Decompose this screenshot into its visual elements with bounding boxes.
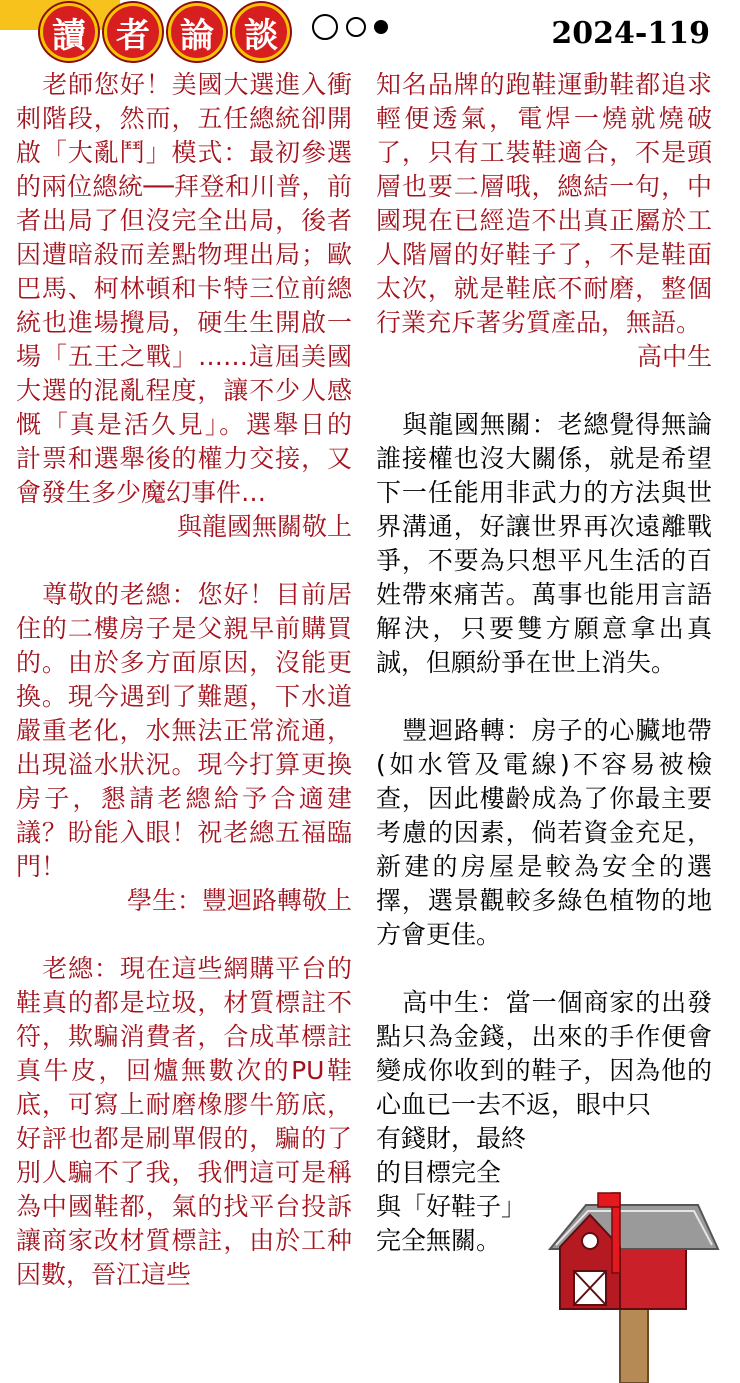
circle-outline-icon xyxy=(312,14,338,40)
spacer xyxy=(376,680,712,714)
decorative-dots xyxy=(312,14,388,40)
spacer xyxy=(16,544,352,578)
letter-3-signature: 高中生 xyxy=(636,342,712,371)
spacer xyxy=(16,918,352,952)
spacer xyxy=(376,952,712,986)
column-title xyxy=(40,3,290,61)
reply-1-text: 與龍國無關：老總覺得無論誰接權也沒大關係，就是希望下一任能用非武力的方法與世界溝通，好讓世界再次遠離戰爭，不要為只想平凡生活的百姓帶來痛苦。萬事也能用言語解決，只要雙方願意拿出真誠，但願紛爭在世上消失。 xyxy=(376,410,712,677)
letter-3-text: 老總：現在這些網購平台的鞋真的都是垃圾，材質標註不符，欺騙消費者，合成革標註真牛皮，回爐無數次的PU鞋底，可寫上耐磨橡膠牛筋底，好評也都是刷單假的，騙的了別人騙不了我，我們這可是稱為中國鞋都，氣的找平台投訴讓商家改材質標註，由於工种因數，晉江這些 xyxy=(16,954,352,1289)
left-column xyxy=(16,68,352,1292)
issue-number: 2024-119 xyxy=(551,16,710,51)
letter-1-text: 老師您好！美國大選進入衝刺階段，然而，五任總統卻開啟「大亂鬥」模式：最初參選的兩位總統──拜登和川普，前者出局了但沒完全出局，後者因遭暗殺而差點物理出局；歐巴馬、柯林頓和卡特三位前總統也進場攪局，硬生生開啟一場「五王之戰」……這屆美國大選的混亂程度，讓不少人感慨「真是活久見」。選舉日的計票和選舉後的權力交接，又會發生多少魔幻事件… xyxy=(16,70,352,507)
reply-3-text xyxy=(376,986,712,1122)
title-char-3: 論 xyxy=(168,3,226,61)
reply-3-line-3: 的目標完全 xyxy=(376,1158,502,1187)
right-column xyxy=(376,68,712,1258)
letter-2-signature: 學生：豐迴路轉敬上 xyxy=(126,886,352,915)
circle-filled-icon xyxy=(374,20,388,34)
title-char-2: 者 xyxy=(104,3,162,61)
letter-2-text: 尊敬的老總：您好！目前居住的二樓房子是父親早前購買的。由於多方面原因，沒能更換。現今遇到了難題，下水道嚴重老化，水無法正常流通，出現溢水狀況。現今打算更換房子，懇請老總給予合適建議？盼能入眼！祝老總五福臨門！ xyxy=(16,580,352,881)
header xyxy=(0,0,740,62)
letter-1-signature: 與龍國無關敬上 xyxy=(176,512,352,541)
reply-3-line-5: 完全無關。 xyxy=(376,1226,502,1255)
reply-3-wrap xyxy=(376,1122,546,1258)
letter-3-continued: 知名品牌的跑鞋運動鞋都追求輕便透氣，電焊一燒就燒破了，只有工裝鞋適合，不是頭層也要二層哦，總結一句，中國現在已經造不出真正屬於工人階層的好鞋子了，不是鞋面太次，就是鞋底不耐磨，整個行業充斥著劣質產品，無語。 xyxy=(376,70,712,337)
reply-2-text: 豐迴路轉：房子的心臟地帶(如水管及電線)不容易被檢查，因此樓齡成為了你最主要考慮的因素，倘若資金充足，新建的房屋是較為安全的選擇，選景觀較多綠色植物的地方會更佳。 xyxy=(376,716,712,949)
title-char-4: 談 xyxy=(232,3,290,61)
spacer xyxy=(376,374,712,408)
reply-3-line-1: 高中生：當一個商家的出發點只為金錢，出來的手作便會變成你收到的鞋子，因為他的心血已一去不返，眼中只 xyxy=(376,988,712,1119)
reply-3-line-2: 有錢財，最終 xyxy=(376,1124,527,1153)
mailbox-illustration xyxy=(546,1185,726,1383)
title-char-1: 讀 xyxy=(40,3,98,61)
circle-outline-small-icon xyxy=(346,17,366,37)
reply-3-line-4: 與「好鞋子」 xyxy=(376,1192,527,1221)
